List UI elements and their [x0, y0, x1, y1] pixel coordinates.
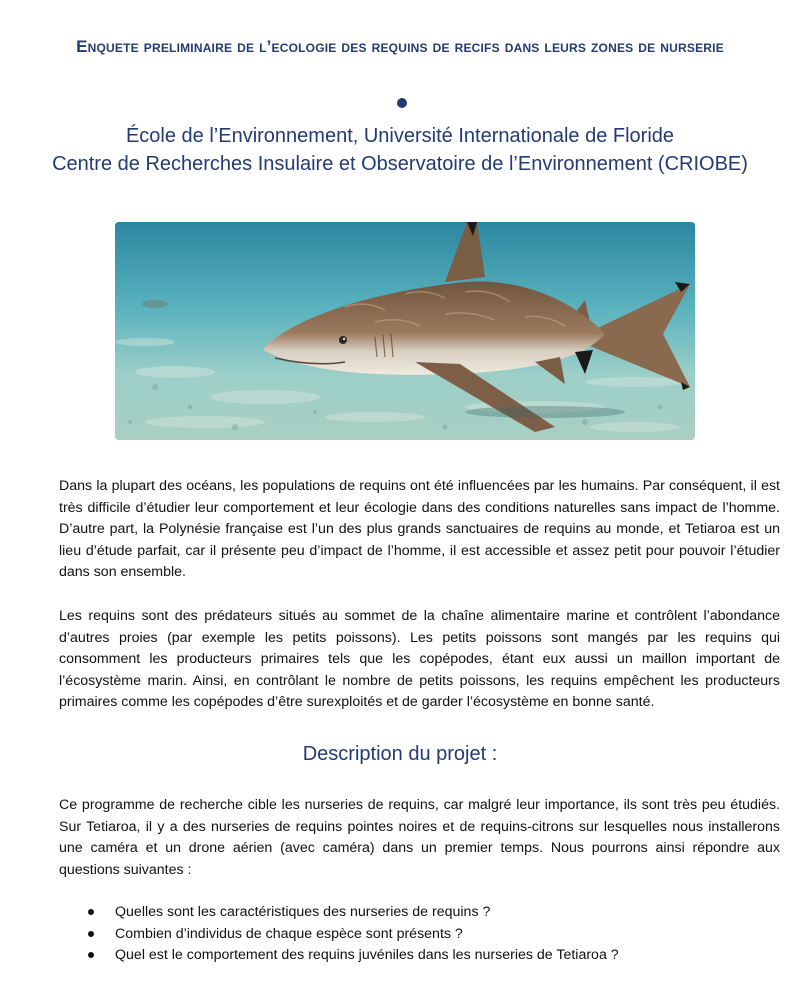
affiliation-criobe: Centre de Recherches Insulaire et Observatoire de l’Environnement (CRIOBE): [52, 153, 748, 175]
question-text: Quelles sont les caractéristiques des nurseries de requins ?: [115, 904, 491, 920]
separator-bullet: [397, 98, 407, 108]
project-paragraph: Ce programme de recherche cible les nurseries de requins, car malgré leur importance, ils sont très peu étudiés. Sur Tetiaroa, il y a des nurseries de requins pointes noires et de requins-citrons sur lesquelles nous installerons une caméra et un drone aérien (avec caméra) dans un premier temps. Nous pourrons ainsi répondre aux questions suivantes :: [59, 797, 780, 878]
bullet-icon: [88, 931, 94, 937]
shark-photo: [115, 222, 695, 440]
question-text: Combien d’individus de chaque espèce sont présents ?: [115, 925, 463, 942]
list-item: [88, 945, 619, 967]
project-description-heading: Description du projet :: [302, 743, 498, 765]
research-questions-list: [88, 902, 619, 967]
affiliation-fiu: École de l’Environnement, Université Internationale de Floride: [125, 125, 675, 147]
question-text: Quel est le comportement des requins juvéniles dans les nurseries de Tetiaroa ?: [115, 947, 619, 963]
document-title: Enquete preliminaire de l’ecologie des requins de recifs dans leurs zones de nurserie: [76, 37, 724, 56]
list-item: [88, 902, 619, 924]
ecology-paragraph: Les requins sont des prédateurs situés au sommet de la chaîne alimentaire marine et contrôlent l’abondance d’autres proies (par exemple les petits poissons). Les petits poissons sont mangés par les requins qui consomment les producteurs primaires tels que les copépodes, étant eux aussi un maillon important de l’écosystème marin. Ainsi, en contrôlant le nombre de petits poissons, les requins empêchent les producteurs primaires comme les copépodes d’être surexploités et de garder l’écosystème en bonne santé.: [59, 608, 780, 710]
list-item: [88, 924, 619, 946]
intro-paragraph: Dans la plupart des océans, les populations de requins ont été influencées par les humains. Par conséquent, il est très difficile d’étudier leur comportement et leur écologie dans des conditions naturelles sans impact de l’homme. D’autre part, la Polynésie française est l’un des plus grands sanctuaires de requins au monde, et Tetiaroa est un lieu d’étude parfait, car il présente peu d’impact de l’homme, il est accessible et assez petit pour pouvoir l’étudier dans son ensemble.: [59, 478, 780, 580]
bullet-icon: [88, 909, 94, 915]
bullet-icon: [88, 952, 94, 958]
